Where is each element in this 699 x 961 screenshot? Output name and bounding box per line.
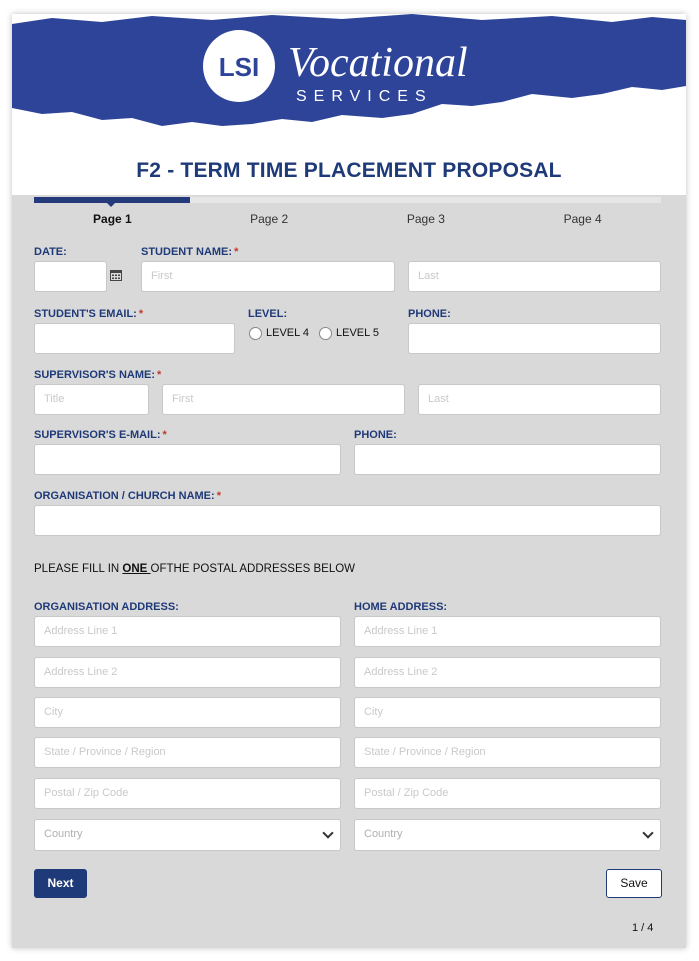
supervisor-email-label: SUPERVISOR'S E-MAIL: * — [34, 429, 167, 441]
progress-caret — [107, 203, 115, 207]
supervisor-last-name-input[interactable]: Last — [418, 384, 661, 415]
level-5-radio[interactable] — [319, 327, 332, 340]
supervisor-name-label: SUPERVISOR'S NAME: * — [34, 369, 162, 381]
home-country-select[interactable]: Country — [354, 819, 661, 851]
logo-word: Vocational — [288, 40, 468, 86]
banner-graphic — [12, 14, 686, 132]
home-postal-input[interactable]: Postal / Zip Code — [354, 778, 661, 809]
save-button[interactable]: Save — [606, 869, 662, 898]
level-4-radio[interactable] — [249, 327, 262, 340]
organisation-label: ORGANISATION / CHURCH NAME: * — [34, 490, 221, 502]
chevron-down-icon — [322, 827, 333, 838]
home-state-input[interactable]: State / Province / Region — [354, 737, 661, 768]
supervisor-email-input[interactable] — [34, 444, 341, 475]
org-country-select[interactable]: Country — [34, 819, 341, 851]
phone-input[interactable] — [408, 323, 661, 354]
logo-sub: SERVICES — [296, 88, 433, 105]
level-5-label[interactable]: LEVEL 5 — [336, 327, 380, 339]
org-address-line1-input[interactable]: Address Line 1 — [34, 616, 341, 647]
form-card — [12, 14, 686, 948]
address-instruction: PLEASE FILL IN ONE OFTHE POSTAL ADDRESSES BELOW — [34, 563, 356, 575]
org-city-input[interactable]: City — [34, 697, 341, 728]
form-header — [12, 14, 686, 195]
student-email-input[interactable] — [34, 323, 235, 354]
supervisor-phone-label: PHONE: — [354, 429, 397, 441]
supervisor-first-name-input[interactable]: First — [162, 384, 405, 415]
next-button[interactable]: Next — [34, 869, 87, 898]
calendar-icon[interactable] — [110, 269, 122, 284]
logo-monogram: LSI — [218, 52, 260, 82]
student-email-label: STUDENT'S EMAIL: * — [34, 308, 144, 320]
phone-label: PHONE: — [408, 308, 451, 320]
chevron-down-icon — [642, 827, 653, 838]
step-page-1[interactable]: Page 1 — [93, 212, 132, 226]
progress-bar — [34, 197, 661, 203]
supervisor-title-input[interactable]: Title — [34, 384, 149, 415]
form-title: F2 - TERM TIME PLACEMENT PROPOSAL — [136, 159, 562, 182]
home-address-line2-input[interactable]: Address Line 2 — [354, 657, 661, 688]
home-address-label: HOME ADDRESS: — [354, 601, 448, 613]
step-page-2[interactable]: Page 2 — [250, 212, 289, 226]
student-first-name-input[interactable]: First — [141, 261, 395, 292]
org-postal-input[interactable]: Postal / Zip Code — [34, 778, 341, 809]
student-name-label: STUDENT NAME: * — [141, 246, 239, 258]
page-steps — [34, 212, 661, 226]
date-input[interactable] — [34, 261, 107, 292]
supervisor-phone-input[interactable] — [354, 444, 661, 475]
org-address-line2-input[interactable]: Address Line 2 — [34, 657, 341, 688]
home-city-input[interactable]: City — [354, 697, 661, 728]
step-page-3[interactable]: Page 3 — [406, 212, 445, 226]
org-address-label: ORGANISATION ADDRESS: — [34, 601, 179, 613]
organisation-input[interactable] — [34, 505, 661, 536]
student-last-name-input[interactable]: Last — [408, 261, 661, 292]
page-indicator: 1 / 4 — [632, 922, 654, 934]
date-label: DATE: — [34, 246, 67, 258]
org-state-input[interactable]: State / Province / Region — [34, 737, 341, 768]
level-label: LEVEL: — [248, 308, 288, 320]
home-address-line1-input[interactable]: Address Line 1 — [354, 616, 661, 647]
level-4-label[interactable]: LEVEL 4 — [266, 327, 310, 339]
step-page-4[interactable]: Page 4 — [563, 212, 602, 226]
